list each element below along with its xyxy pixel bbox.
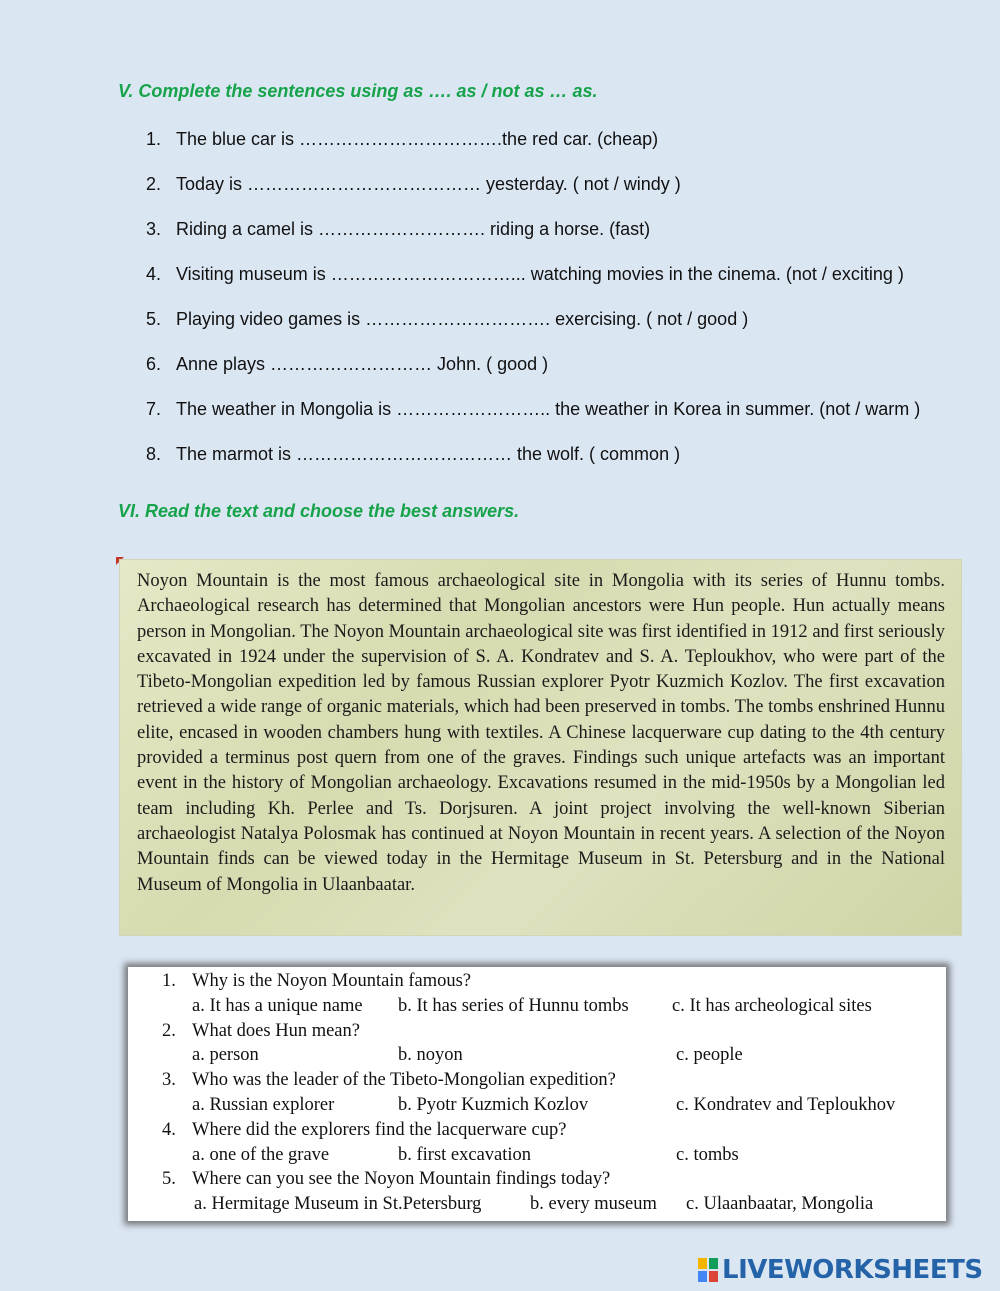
answer-options <box>162 1093 946 1118</box>
sentence-item: 6. Anne plays ……………………… John. ( good ) <box>146 354 549 374</box>
sentence-text: Today is ………………………………… yesterday. ( not / windy ) <box>176 174 681 194</box>
question-text: What does Hun mean? <box>192 1020 360 1041</box>
question: 4. Where did the explorers find the lacquerware cup? <box>162 1119 567 1140</box>
question-text: Who was the leader of the Tibeto-Mongolian expedition? <box>192 1070 616 1091</box>
sentence-text: The blue car is …………………………….the red car. (cheap) <box>176 129 659 149</box>
question: 5. Where can you see the Noyon Mountain findings today? <box>162 1169 611 1190</box>
reading-passage: Noyon Mountain is the most famous archaeological site in Mongolia with its series of Hunnu tombs. Archaeological research has determined that Mongolian ancestors were Hun people. Hun actually means person in Mongolian. The Noyon Mountain archaeological site was first identified in 1912 and first seriously excavated in 1924 under the supervision of S. A. Kondratev and S. A. Teploukhov, who were part of the Tibeto-Mongolian expedition led by famous Russian explorer Pyotr Kuzmich Kozlov. The first excavation retrieved a wide range of organic materials, which had been preserved in tombs. The tombs enshrined Hunnu elite, encased in wooden chambers hung with textiles. A Chinese lacquerware cup dating to the 4th century provided a terminus post quern from one of the graves. Findings such unique artefacts was an important event in the history of Mongolian archaeology. Excavations resumed in the mid-1950s by a Mongolian led team including Kh. Perlee and Ts. Dorjsuren. A joint project involving the well-known Siberian archaeologist Natalya Polosmak has continued at Noyon Mountain in recent years. A selection of the Noyon Mountain finds can be viewed today in the Hermitage Museum in St. Petersburg and in the National Museum of Mongolia in Ulaanbaatar. <box>119 559 962 936</box>
option-c: c. people <box>676 1045 743 1066</box>
sentence-text: Visiting museum is …………………………... watching movies in the cinema. (not / exciting ) <box>176 264 904 284</box>
option-b: b. first excavation <box>398 1144 532 1165</box>
question-text: Why is the Noyon Mountain famous? <box>192 971 471 991</box>
option-c: c. tombs <box>676 1144 739 1165</box>
option-c: c. It has archeological sites <box>672 995 872 1016</box>
option-b: b. Pyotr Kuzmich Kozlov <box>398 1094 589 1115</box>
option-a: a. one of the grave <box>192 1144 330 1165</box>
sentence-item: 2. Today is ………………………………… yesterday. ( not / windy ) <box>146 174 681 194</box>
sentence-text: Riding a camel is ………………………. riding a horse. (fast) <box>176 219 651 239</box>
option-a: a. Russian explorer <box>192 1094 335 1115</box>
sentence-text: The weather in Mongolia is …………………….. the weather in Korea in summer. (not / warm ) <box>176 399 921 419</box>
option-a: a. Hermitage Museum in St.Petersburg <box>194 1194 482 1215</box>
question-text: Where did the explorers find the lacquerware cup? <box>192 1119 567 1140</box>
sentence-item: 4. Visiting museum is …………………………... watching movies in the cinema. (not / exciting ) <box>146 264 904 284</box>
answer-options <box>162 994 946 1019</box>
liveworksheets-logo-icon <box>698 1258 718 1282</box>
answer-options <box>162 1192 946 1217</box>
option-b: b. every museum <box>530 1194 657 1215</box>
sentence-text: Anne plays ……………………… John. ( good ) <box>176 354 549 374</box>
option-a: a. person <box>192 1045 259 1066</box>
question-box <box>128 967 946 1221</box>
option-b: b. noyon <box>398 1045 463 1066</box>
answer-options <box>162 1143 946 1168</box>
answer-options <box>162 1043 946 1068</box>
sentence-item: 3. Riding a camel is ………………………. riding a horse. (fast) <box>146 219 651 239</box>
sentence-text: The marmot is ……………………………… the wolf. ( common ) <box>176 444 681 464</box>
sentence-text: Playing video games is …………………………. exercising. ( not / good ) <box>176 309 749 329</box>
sentence-item: 7. The weather in Mongolia is …………………….. the weather in Korea in summer. (not / warm ) <box>146 399 921 419</box>
option-a: a. It has a unique name <box>192 995 363 1016</box>
logo-text: LIVEWORKSHEETS <box>722 1255 983 1285</box>
question: 1. Why is the Noyon Mountain famous? <box>162 971 471 991</box>
section-5-title: V. Complete the sentences using as …. as / not as … as. <box>118 81 598 101</box>
sentence-item: 8. The marmot is ……………………………… the wolf. ( common ) <box>146 444 681 464</box>
question-text: Where can you see the Noyon Mountain findings today? <box>192 1169 611 1190</box>
sentence-item: 1. The blue car is …………………………….the red car. (cheap) <box>146 129 659 149</box>
sentence-item: 5. Playing video games is …………………………. exercising. ( not / good ) <box>146 309 749 329</box>
liveworksheets-logo[interactable] <box>698 1255 983 1285</box>
option-b: b. It has series of Hunnu tombs <box>398 995 629 1016</box>
option-c: c. Ulaanbaatar, Mongolia <box>686 1194 874 1215</box>
sentence-list <box>146 118 920 478</box>
question: 2. What does Hun mean? <box>162 1020 360 1041</box>
section-6-title: VI. Read the text and choose the best answers. <box>118 501 520 521</box>
question: 3. Who was the leader of the Tibeto-Mongolian expedition? <box>162 1070 616 1091</box>
option-c: c. Kondratev and Teploukhov <box>676 1094 896 1115</box>
